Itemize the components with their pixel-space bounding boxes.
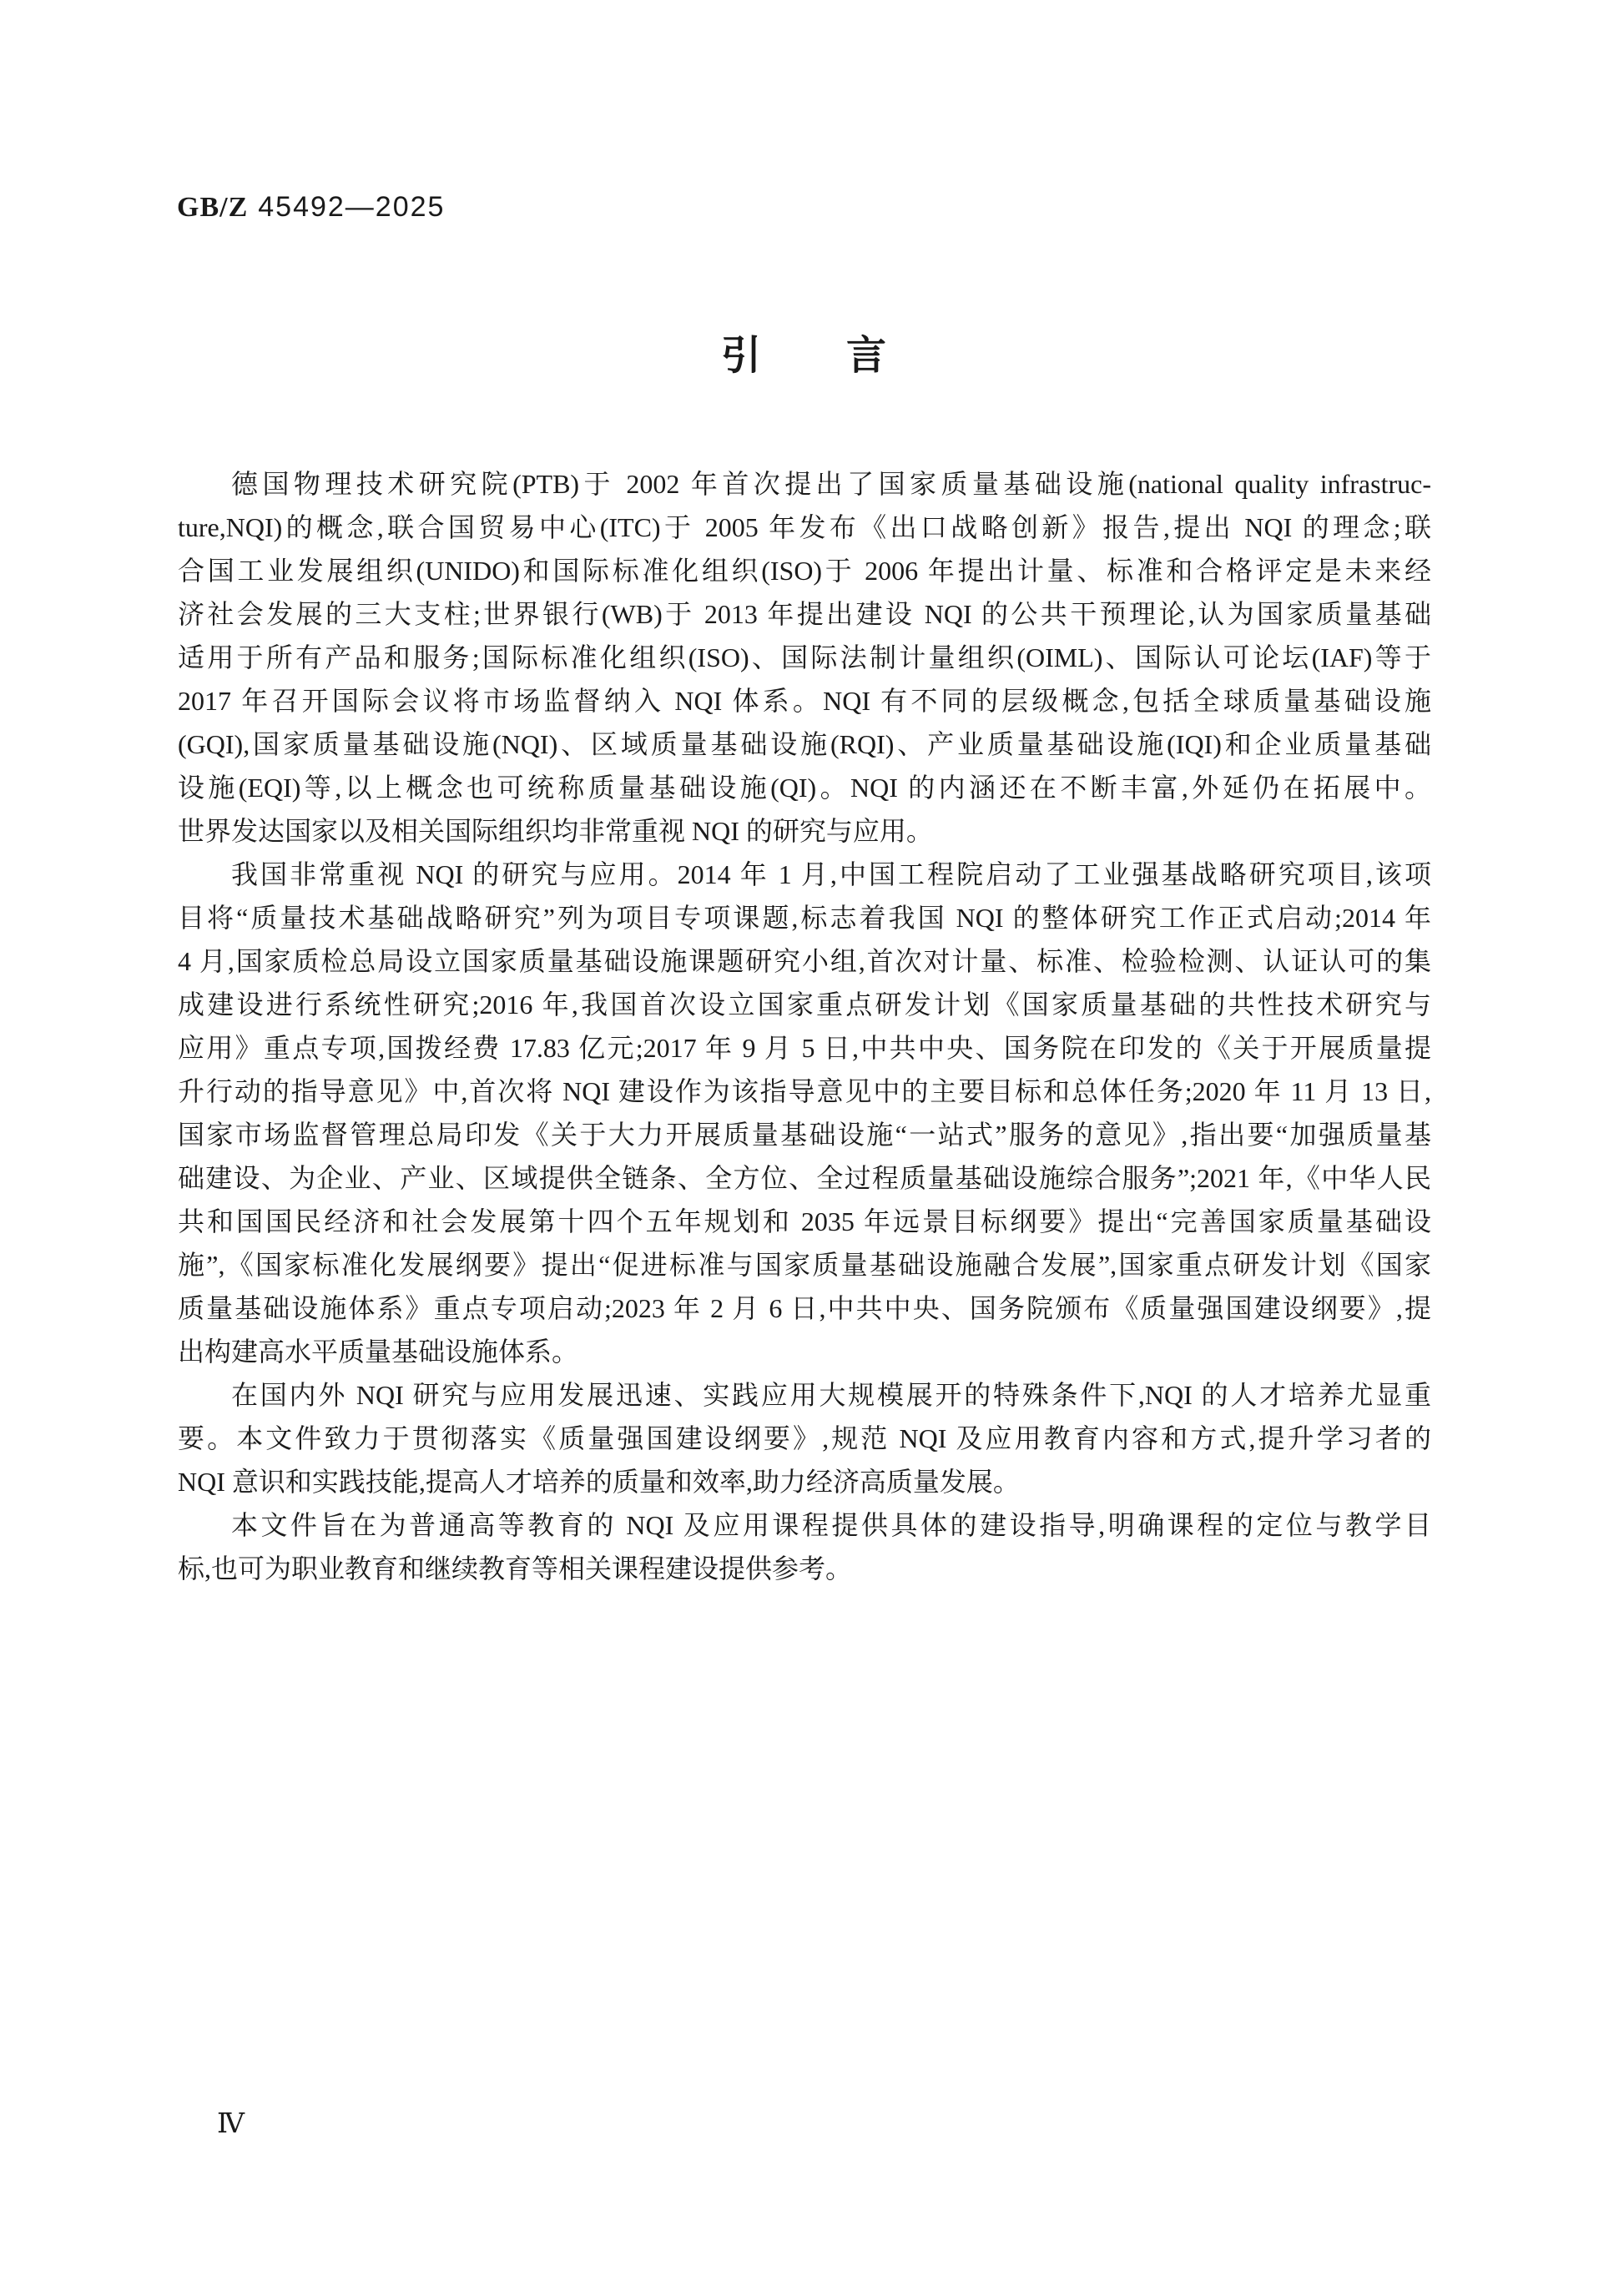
text-line: 施”,《国家标准化发展纲要》提出“促进标准与国家质量基础设施融合发展”,国家重点研发计划《国家 xyxy=(178,1250,1431,1280)
text-line: 2017 年召开国际会议将市场监督纳入 NQI 体系。NQI 有不同的层级概念,包括全球质量基础设施 xyxy=(178,686,1431,716)
text-line: 共和国国民经济和社会发展第十四个五年规划和 2035 年远景目标纲要》提出“完善国家质量基础设 xyxy=(178,1206,1431,1236)
text-line: 济社会发展的三大支柱;世界银行(WB)于 2013 年提出建设 NQI 的公共干预理论,认为国家质量基础 xyxy=(178,599,1431,629)
standard-code-number: 45492—2025 xyxy=(258,191,446,223)
text-line: 世界发达国家以及相关国际组织均非常重视 NQI 的研究与应用。 xyxy=(178,816,933,846)
text-line: (GQI),国家质量基础设施(NQI)、区域质量基础设施(RQI)、产业质量基础设施(IQI)和企业质量基础 xyxy=(178,729,1431,759)
text-line: 出构建高水平质量基础设施体系。 xyxy=(178,1337,579,1367)
text-line: 应用》重点专项,国拨经费 17.83 亿元;2017 年 9 月 5 日,中共中央、国务院在印发的《关于开展质量提 xyxy=(178,1033,1431,1063)
text-line: 国家市场监督管理总局印发《关于大力开展质量基础设施“一站式”服务的意见》,指出要“加强质量基 xyxy=(178,1120,1431,1150)
text-line: 本文件旨在为普通高等教育的 NQI 及应用课程提供具体的建设指导,明确课程的定位与教学目 xyxy=(231,1510,1431,1540)
paragraph xyxy=(178,1503,1431,1590)
text-line: 在国内外 NQI 研究与应用发展迅速、实践应用大规模展开的特殊条件下,NQI 的人才培养尤显重 xyxy=(231,1380,1431,1410)
text-line: 要。本文件致力于贯彻落实《质量强国建设纲要》,规范 NQI 及应用教育内容和方式,提升学习者的 xyxy=(178,1423,1431,1453)
text-line: 目将“质量技术基础战略研究”列为项目专项课题,标志着我国 NQI 的整体研究工作正式启动;2014 年 xyxy=(178,903,1431,933)
standard-code xyxy=(177,190,445,224)
standard-code-prefix: GB/Z xyxy=(177,192,249,223)
paragraph xyxy=(178,462,1431,853)
text-line: ture,NQI)的概念,联合国贸易中心(ITC)于 2005 年发布《出口战略创新》报告,提出 NQI 的理念;联 xyxy=(178,512,1431,542)
page-number: Ⅳ xyxy=(217,2109,245,2139)
text-line: 适用于所有产品和服务;国际标准化组织(ISO)、国际法制计量组织(OIML)、国际认可论坛(IAF)等于 xyxy=(178,642,1431,672)
text-line: 成建设进行系统性研究;2016 年,我国首次设立国家重点研发计划《国家质量基础的共性技术研究与 xyxy=(178,989,1431,1020)
paragraph xyxy=(178,853,1431,1373)
text-line: NQI 意识和实践技能,提高人才培养的质量和效率,助力经济高质量发展。 xyxy=(178,1467,1020,1497)
text-line: 质量基础设施体系》重点专项启动;2023 年 2 月 6 日,中共中央、国务院颁布《质量强国建设纲要》,提 xyxy=(178,1293,1431,1323)
document-body xyxy=(178,462,1431,1590)
text-line: 础建设、为企业、产业、区域提供全链条、全方位、全过程质量基础设施综合服务”;2021 年,《中华人民 xyxy=(178,1163,1431,1193)
text-line: 升行动的指导意见》中,首次将 NQI 建设作为该指导意见中的主要目标和总体任务;2020 年 11 月 13 日, xyxy=(178,1076,1431,1106)
text-line: 合国工业发展组织(UNIDO)和国际标准化组织(ISO)于 2006 年提出计量、标准和合格评定是未来经 xyxy=(178,556,1431,586)
text-line: 德国物理技术研究院(PTB)于 2002 年首次提出了国家质量基础设施(national quality infrastruc- xyxy=(231,469,1431,499)
text-line: 我国非常重视 NQI 的研究与应用。2014 年 1 月,中国工程院启动了工业强基战略研究项目,该项 xyxy=(231,859,1431,889)
text-line: 设施(EQI)等,以上概念也可统称质量基础设施(QI)。NQI 的内涵还在不断丰富,外延仍在拓展中。 xyxy=(178,773,1431,803)
paragraph xyxy=(178,1373,1431,1503)
text-line: 4 月,国家质检总局设立国家质量基础设施课题研究小组,首次对计量、标准、检验检测、认证认可的集 xyxy=(178,946,1431,976)
text-line: 标,也可为职业教育和继续教育等相关课程建设提供参考。 xyxy=(178,1553,853,1584)
page-title: 引 言 xyxy=(720,334,888,378)
